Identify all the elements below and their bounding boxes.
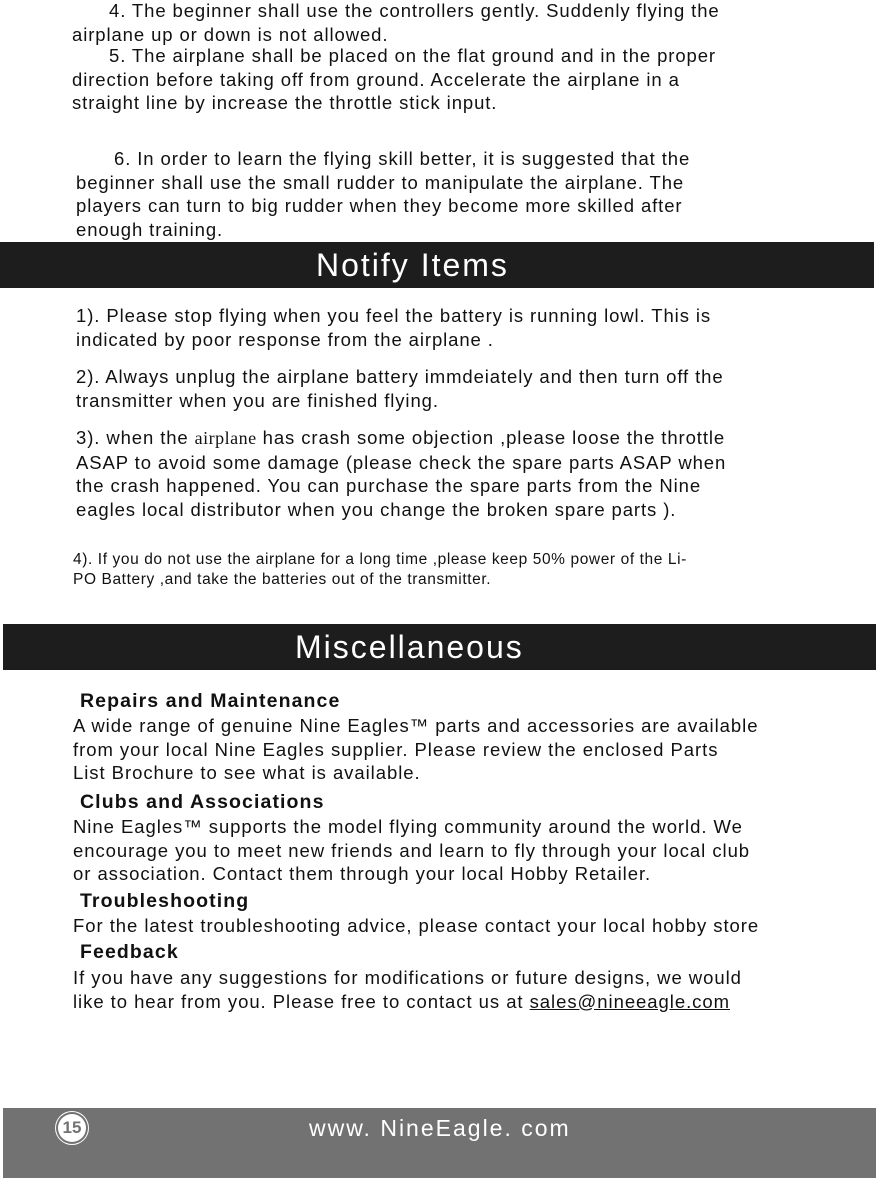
instruction-item-5: 5. The airplane shall be placed on the flat ground and in the proper direction before taking off from ground. Accelerate the airplane in a straight line by increase the throttle stick input. [72,45,716,113]
clubs-body: Nine Eagles™ supports the model flying community around the world. We encourage you to meet new friends and learn to fly through your local club or association. Contact them through your local Hobby Retailer. [73,816,751,884]
notify-item-4: 4). If you do not use the airplane for a long time ,please keep 50% power of the Li- PO Battery ,and take the batteries out of the transmitter. [73,551,687,588]
feedback-body [73,966,742,1013]
feedback-heading: Feedback [80,941,179,963]
miscellaneous-title: Miscellaneous [295,629,524,665]
troubleshooting-body: For the latest troubleshooting advice, please contact your local hobby store [73,915,760,936]
instruction-item-6: 6. In order to learn the flying skill better, it is suggested that the beginner shall use the small rudder to manipulate the airplane. The players can turn to big rudder when they become more skilled after enough training. [76,148,691,240]
feedback-email-link[interactable]: sales@nineeagle.com [529,990,730,1012]
footer-bar [3,1108,876,1178]
notify-item-3-rest: has crash some objection ,please loose the throttle ASAP to avoid some damage (please check the spare parts ASAP when the crash happened. You can purchase the spare parts from the Nine eagles local distributor when you change the broken spare parts ). [76,427,727,520]
repairs-body: A wide range of genuine Nine Eagles™ parts and accessories are available from your local Nine Eagles supplier. Please review the enclosed Parts List Brochure to see what is available. [73,715,759,783]
notify-item-2: 2). Always unplug the airplane battery immdeiately and then turn off the transmitter when you are finished flying. [76,366,724,411]
notify-items-title: Notify Items [316,247,509,283]
feedback-text: If you have any suggestions for modifications or future designs, we would like to hear from you. Please free to contact us at [73,967,742,1012]
notify-item-3-airplane-word: airplane [194,428,257,448]
instruction-item-4: 4. The beginner shall use the controllers gently. Suddenly flying the airplane up or down is not allowed. [72,0,720,45]
footer-website-url[interactable]: www. NineEagle. com [309,1115,571,1141]
notify-item-1: 1). Please stop flying when you feel the battery is running lowl. This is indicated by poor response from the airplane . [76,305,712,350]
clubs-heading: Clubs and Associations [80,791,325,813]
repairs-heading: Repairs and Maintenance [80,690,341,712]
notify-item-3 [76,426,726,521]
notify-item-3-prefix: 3). when the [76,427,195,448]
notify-items-header [0,242,874,288]
troubleshooting-heading: Troubleshooting [80,890,250,912]
page-number-badge: 15 [58,1114,86,1142]
miscellaneous-header [3,624,876,670]
